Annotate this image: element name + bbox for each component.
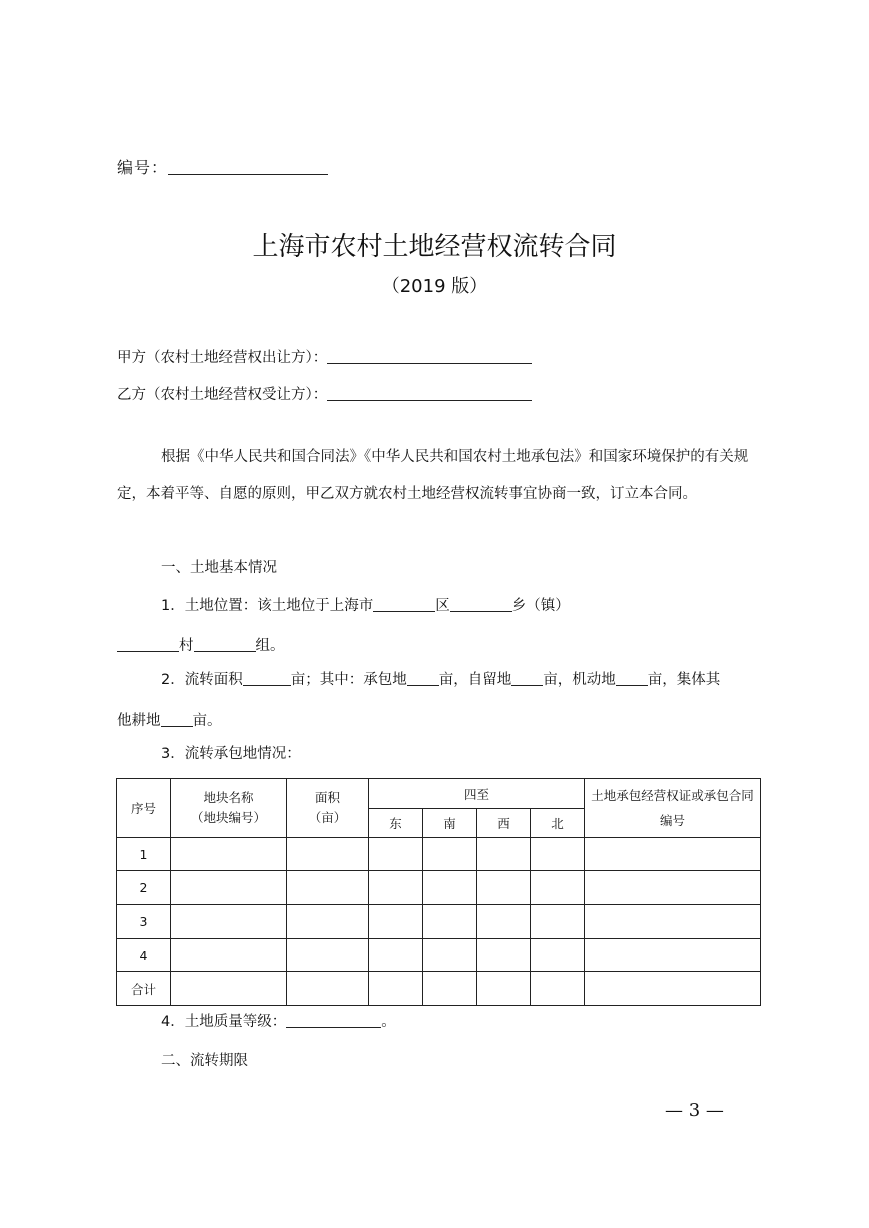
east-cell[interactable]	[369, 838, 423, 871]
reserve-land-blank[interactable]	[616, 671, 648, 686]
contracted-land-table	[116, 778, 761, 1006]
plot-name-cell[interactable]	[171, 871, 287, 905]
south-cell[interactable]	[423, 939, 477, 972]
collective-land-label: 亩，集体其	[647, 672, 721, 688]
west-cell[interactable]	[477, 838, 531, 871]
document-number	[117, 155, 328, 178]
area-cell[interactable]	[287, 905, 369, 939]
table-row	[117, 838, 761, 871]
area-cell[interactable]	[287, 871, 369, 905]
table-row-total	[117, 972, 761, 1006]
north-cell[interactable]	[531, 871, 585, 905]
west-cell[interactable]	[477, 905, 531, 939]
east-cell[interactable]	[369, 972, 423, 1006]
village-label: 村	[179, 638, 194, 654]
reserve-land-label: 亩，机动地	[543, 672, 616, 688]
party-b-line	[117, 383, 532, 404]
document-number-label: 编号：	[117, 158, 169, 177]
village-blank[interactable]	[117, 637, 179, 652]
land-location-line2	[117, 634, 285, 655]
header-plot-name-line1: 地块名称	[203, 790, 254, 805]
south-cell[interactable]	[423, 972, 477, 1006]
header-no: 序号	[117, 779, 171, 838]
certificate-cell[interactable]	[585, 871, 761, 905]
document-number-blank[interactable]	[168, 160, 328, 175]
party-b-blank[interactable]	[327, 386, 532, 401]
plot-name-cell[interactable]	[171, 838, 287, 871]
transfer-area-prefix: 2．流转面积	[161, 672, 243, 688]
area-cell[interactable]	[287, 939, 369, 972]
header-plot-name	[171, 779, 287, 838]
header-plot-name-line2: （地块编号）	[190, 810, 266, 825]
transfer-area-line2	[117, 709, 222, 730]
plot-name-cell[interactable]	[171, 972, 287, 1006]
north-cell[interactable]	[531, 838, 585, 871]
north-cell[interactable]	[531, 972, 585, 1006]
plot-name-cell[interactable]	[171, 939, 287, 972]
header-east: 东	[369, 809, 423, 838]
west-cell[interactable]	[477, 972, 531, 1006]
table-row	[117, 939, 761, 972]
contract-title: 上海市农村土地经营权流转合同	[252, 232, 617, 262]
party-a-blank[interactable]	[327, 349, 532, 364]
transfer-area-line	[117, 662, 762, 699]
land-quality-blank[interactable]	[286, 1013, 381, 1028]
other-land-label: 他耕地	[117, 713, 161, 729]
row-number: 4	[117, 939, 171, 972]
west-cell[interactable]	[477, 939, 531, 972]
district-label: 区	[435, 598, 450, 614]
party-a-label: 甲方（农村土地经营权出让方）：	[117, 350, 328, 366]
west-cell[interactable]	[477, 871, 531, 905]
east-cell[interactable]	[369, 905, 423, 939]
area-cell[interactable]	[287, 972, 369, 1006]
contracted-land-heading: 3．流转承包地情况：	[161, 746, 301, 762]
header-certificate-line1: 土地承包经营权证或承包合同	[591, 788, 754, 803]
plot-name-cell[interactable]	[171, 905, 287, 939]
private-plot-label: 亩，自留地	[438, 672, 512, 688]
other-land-blank[interactable]	[161, 712, 193, 727]
page-number: — 3 —	[665, 1100, 724, 1121]
header-west: 西	[477, 809, 531, 838]
header-certificate	[585, 779, 761, 838]
header-north: 北	[531, 809, 585, 838]
header-south: 南	[423, 809, 477, 838]
group-blank[interactable]	[194, 637, 256, 652]
section2-heading: 二、流转期限	[161, 1053, 248, 1069]
land-quality-line	[117, 1004, 762, 1041]
private-plot-blank[interactable]	[511, 671, 543, 686]
south-cell[interactable]	[423, 838, 477, 871]
party-b-label: 乙方（农村土地经营权受让方）：	[117, 387, 328, 403]
contract-version: （2019 版）	[381, 276, 488, 297]
table-row	[117, 871, 761, 905]
header-area	[287, 779, 369, 838]
township-label: 乡（镇）	[511, 598, 570, 614]
land-location-line	[117, 588, 762, 625]
header-area-line1: 面积	[314, 790, 340, 805]
header-certificate-line2: 编号	[659, 813, 685, 828]
land-location-prefix: 1．土地位置：该土地位于上海市	[161, 598, 374, 614]
intro-paragraph: 根据《中华人民共和国合同法》《中华人民共和国农村土地承包法》和国家环境保护的有关规定，本着平等、自愿的原则，甲乙双方就农村土地经营权流转事宜协商一致，订立本合同。	[117, 449, 749, 502]
contract-land-label: 亩；其中：承包地	[290, 672, 407, 688]
party-a-line	[117, 346, 532, 367]
north-cell[interactable]	[531, 905, 585, 939]
land-quality-suffix: 。	[381, 1014, 396, 1030]
certificate-cell[interactable]	[585, 905, 761, 939]
land-quality-label: 4．土地质量等级：	[161, 1014, 287, 1030]
header-boundaries: 四至	[369, 779, 585, 809]
north-cell[interactable]	[531, 939, 585, 972]
certificate-cell[interactable]	[585, 939, 761, 972]
east-cell[interactable]	[369, 871, 423, 905]
row-number: 1	[117, 838, 171, 871]
total-area-blank[interactable]	[243, 671, 291, 686]
area-cell[interactable]	[287, 838, 369, 871]
contract-land-blank[interactable]	[407, 671, 439, 686]
table-row	[117, 905, 761, 939]
group-label: 组。	[255, 638, 285, 654]
other-land-unit: 亩。	[192, 713, 222, 729]
row-number: 2	[117, 871, 171, 905]
row-number: 3	[117, 905, 171, 939]
township-blank[interactable]	[450, 597, 512, 612]
south-cell[interactable]	[423, 871, 477, 905]
south-cell[interactable]	[423, 905, 477, 939]
certificate-cell[interactable]	[585, 838, 761, 871]
row-total-label: 合计	[117, 972, 171, 1006]
district-blank[interactable]	[373, 597, 435, 612]
section1-heading: 一、土地基本情况	[161, 560, 277, 576]
east-cell[interactable]	[369, 939, 423, 972]
certificate-cell[interactable]	[585, 972, 761, 1006]
header-area-line2: （亩）	[308, 810, 347, 825]
